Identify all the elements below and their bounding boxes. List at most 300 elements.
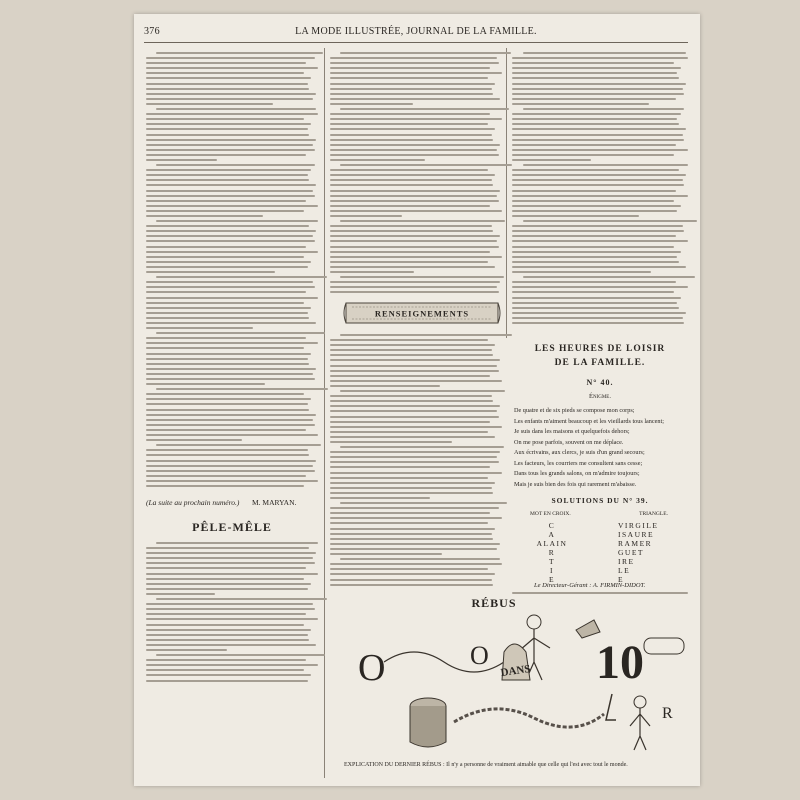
text-line xyxy=(330,492,493,494)
text-line xyxy=(146,674,311,676)
text-line xyxy=(146,195,315,197)
text-line xyxy=(146,414,316,416)
text-line xyxy=(146,378,315,380)
text-line xyxy=(146,123,311,125)
text-line xyxy=(512,83,686,85)
text-line xyxy=(340,276,503,278)
text-line xyxy=(146,149,315,151)
text-line xyxy=(146,154,306,156)
text-line xyxy=(146,271,275,273)
text-line xyxy=(330,72,502,74)
text-line xyxy=(146,434,318,436)
text-line xyxy=(523,108,685,110)
text-line xyxy=(512,230,684,232)
text-line xyxy=(330,380,502,382)
rebus-explanation: EXPLICATION DU DERNIER RÉBUS : Il n'y a personne de vraiment aimable que celle qui l'est avec tout le monde. xyxy=(344,762,628,768)
text-line xyxy=(512,235,676,237)
text-line xyxy=(146,552,316,554)
text-line xyxy=(512,139,684,141)
text-line xyxy=(146,424,315,426)
cross-word-row: C xyxy=(548,521,556,530)
text-line xyxy=(146,251,318,253)
poem-line: Les enfants m'aiment beaucoup et les vieillards tous lancent; xyxy=(514,417,664,425)
text-line xyxy=(330,251,490,253)
text-line xyxy=(156,654,325,656)
column-two-text xyxy=(330,52,502,297)
text-line xyxy=(330,395,492,397)
pele-mele-title: PÊLE-MÊLE xyxy=(192,520,272,534)
text-line xyxy=(330,98,500,100)
text-line xyxy=(146,363,309,365)
text-line xyxy=(146,465,313,467)
text-line xyxy=(330,83,495,85)
text-line xyxy=(330,246,499,248)
renseignements-text: RENSEIGNEMENTS xyxy=(374,308,470,319)
text-line xyxy=(330,128,495,130)
text-line xyxy=(512,261,679,263)
text-line xyxy=(330,410,497,412)
text-line xyxy=(330,512,490,514)
poem-line: Mais je suis bien des fois qui rarement m'abaisse. xyxy=(514,480,637,488)
text-line xyxy=(512,190,676,192)
text-line xyxy=(146,225,309,227)
text-line xyxy=(146,347,304,349)
text-line xyxy=(330,134,492,136)
text-line xyxy=(156,542,318,544)
text-line xyxy=(146,256,304,258)
text-line xyxy=(330,477,488,479)
text-line xyxy=(330,517,502,519)
rebus-number-ten: 10 xyxy=(596,636,644,689)
text-line xyxy=(512,67,681,69)
text-line xyxy=(146,322,316,324)
text-line xyxy=(156,276,326,278)
text-line xyxy=(146,460,316,462)
text-line xyxy=(512,113,681,115)
serial-signature: M. MARYAN. xyxy=(252,498,297,507)
text-line xyxy=(330,174,495,176)
text-line xyxy=(340,334,512,336)
text-line xyxy=(330,456,497,458)
text-line xyxy=(330,579,492,581)
text-line xyxy=(146,327,253,329)
text-line xyxy=(146,98,313,100)
text-line xyxy=(512,256,677,258)
text-line xyxy=(330,240,497,242)
text-line xyxy=(340,390,505,392)
text-line xyxy=(330,77,488,79)
text-line xyxy=(512,271,651,273)
text-line xyxy=(146,302,304,304)
text-line xyxy=(146,103,273,105)
text-line xyxy=(330,169,488,171)
text-line xyxy=(330,431,488,433)
text-line xyxy=(512,307,679,309)
text-line xyxy=(330,103,413,105)
text-line xyxy=(146,93,316,95)
text-line xyxy=(146,144,313,146)
text-line xyxy=(146,261,311,263)
text-line xyxy=(146,67,318,69)
text-line xyxy=(146,547,309,549)
poem-line: De quatre et de six pieds se compose mon corps; xyxy=(514,407,635,414)
text-line xyxy=(340,52,510,54)
text-line xyxy=(146,317,309,319)
text-line xyxy=(512,195,688,197)
text-line xyxy=(330,184,493,186)
rebus-word-dans: DANS xyxy=(499,663,532,680)
loisir-number: N° 40. xyxy=(586,378,614,387)
loisir-subtitle: Énigme. xyxy=(589,393,611,400)
poem-line: Aux écrivains, aux clercs, je suis d'un grand secours; xyxy=(514,449,645,456)
text-line xyxy=(512,297,681,299)
text-line xyxy=(330,154,499,156)
text-line xyxy=(330,93,493,95)
text-line xyxy=(330,584,493,586)
text-line xyxy=(512,200,674,202)
triangle-column xyxy=(618,521,688,584)
text-line xyxy=(330,568,488,570)
text-line xyxy=(146,659,306,661)
column-rule-right xyxy=(506,48,507,338)
text-line xyxy=(340,558,500,560)
text-line xyxy=(512,149,688,151)
cross-word-row: A xyxy=(548,530,556,539)
text-line xyxy=(146,557,313,559)
text-line xyxy=(512,286,688,288)
text-line xyxy=(146,439,242,441)
text-line xyxy=(156,388,328,390)
text-line xyxy=(330,215,402,217)
text-line xyxy=(146,312,308,314)
text-line xyxy=(330,67,490,69)
poem-line: Les facteurs, les courriers me consultent sans cesse; xyxy=(514,459,643,467)
renseignements-text-body xyxy=(330,334,502,589)
text-line xyxy=(330,507,499,509)
text-line xyxy=(146,639,309,641)
text-line xyxy=(512,251,681,253)
rebus-landscape xyxy=(454,709,604,727)
text-line xyxy=(512,184,684,186)
cross-word-row: ALAIN xyxy=(536,539,568,548)
text-line xyxy=(340,502,507,504)
text-line xyxy=(146,200,306,202)
text-line xyxy=(512,57,688,59)
text-line xyxy=(330,200,499,202)
text-line xyxy=(146,88,309,90)
text-line xyxy=(330,149,497,151)
loisir-title-line1: LES HEURES DE LOISIR xyxy=(534,344,666,354)
text-line xyxy=(512,62,674,64)
text-line xyxy=(330,436,495,438)
text-line xyxy=(146,562,315,564)
text-line xyxy=(146,649,227,651)
text-line xyxy=(330,563,502,565)
solutions-grid xyxy=(514,511,690,584)
loisir-title-line2: DE LA FAMILLE. xyxy=(554,358,646,368)
text-line xyxy=(512,179,683,181)
text-line xyxy=(330,266,495,268)
text-line xyxy=(146,403,308,405)
text-line xyxy=(340,108,509,110)
text-line xyxy=(512,215,639,217)
text-line xyxy=(146,205,318,207)
text-line xyxy=(512,317,683,319)
text-line xyxy=(146,337,306,339)
text-line xyxy=(146,62,306,64)
text-line xyxy=(146,169,311,171)
text-line xyxy=(523,52,687,54)
text-line xyxy=(512,103,649,105)
text-line xyxy=(146,57,315,59)
text-line xyxy=(330,286,497,288)
column-rule-left xyxy=(324,48,325,778)
text-line xyxy=(512,246,674,248)
text-line xyxy=(330,385,440,387)
text-line xyxy=(523,220,697,222)
text-line xyxy=(146,485,304,487)
text-line xyxy=(146,240,315,242)
text-line xyxy=(146,588,308,590)
rebus-illustration xyxy=(344,602,688,757)
text-line xyxy=(330,426,502,428)
text-line xyxy=(146,624,304,626)
text-line xyxy=(146,449,308,451)
text-line xyxy=(146,603,313,605)
text-line xyxy=(523,164,688,166)
text-line xyxy=(146,118,304,120)
triangle-row: RAMER xyxy=(618,539,653,548)
text-line xyxy=(146,179,309,181)
text-line xyxy=(330,354,493,356)
text-line xyxy=(330,339,488,341)
text-line xyxy=(330,359,500,361)
journal-title: LA MODE ILLUSTRÉE, JOURNAL DE LA FAMILLE. xyxy=(295,26,537,37)
text-line xyxy=(330,281,500,283)
text-line xyxy=(146,159,217,161)
text-line xyxy=(146,297,318,299)
text-line xyxy=(512,174,686,176)
text-line xyxy=(512,205,681,207)
text-line xyxy=(146,190,313,192)
text-line xyxy=(146,409,309,411)
text-line xyxy=(330,573,495,575)
text-line xyxy=(146,184,316,186)
text-line xyxy=(330,400,493,402)
text-line xyxy=(512,123,679,125)
text-line xyxy=(512,98,676,100)
text-line xyxy=(330,375,490,377)
text-line xyxy=(330,195,497,197)
text-line xyxy=(156,444,321,446)
text-line xyxy=(146,398,311,400)
text-line xyxy=(146,139,316,141)
text-line xyxy=(146,618,318,620)
text-line xyxy=(330,538,493,540)
text-line xyxy=(512,159,591,161)
triangle-row: ISAURE xyxy=(618,530,655,539)
solution-left-heading: MOT EN CROIX. xyxy=(530,511,571,517)
text-line xyxy=(146,573,318,575)
text-line xyxy=(512,77,679,79)
text-line xyxy=(330,123,488,125)
text-line xyxy=(512,169,679,171)
text-line xyxy=(330,344,495,346)
text-line xyxy=(146,373,313,375)
text-line xyxy=(330,522,488,524)
text-line xyxy=(512,266,686,268)
text-line xyxy=(512,144,676,146)
rebus-figure-right xyxy=(630,696,650,750)
text-line xyxy=(340,220,505,222)
text-line xyxy=(512,93,684,95)
text-line xyxy=(512,240,688,242)
text-line xyxy=(512,154,674,156)
poem-line: On me pose parfois, souvent on me déplace. xyxy=(514,438,624,446)
text-line xyxy=(146,680,308,682)
text-line xyxy=(146,286,315,288)
text-line xyxy=(512,281,676,283)
text-line xyxy=(512,134,683,136)
text-line xyxy=(330,88,492,90)
text-line xyxy=(512,291,674,293)
triangle-row: GUET xyxy=(618,548,644,557)
text-line xyxy=(146,383,265,385)
text-line xyxy=(330,497,430,499)
cross-word-row: I xyxy=(550,566,554,575)
text-line xyxy=(330,543,500,545)
text-line xyxy=(330,159,425,161)
triangle-row: LE xyxy=(618,566,631,575)
triangle-row: VIRGILE xyxy=(618,521,659,530)
serial-text-column xyxy=(146,52,318,490)
text-line xyxy=(330,472,502,474)
text-line xyxy=(146,583,311,585)
rebus-barrel xyxy=(410,698,446,747)
text-line xyxy=(330,230,493,232)
text-line xyxy=(523,276,695,278)
text-line xyxy=(156,164,314,166)
pele-mele-text xyxy=(146,542,318,685)
running-header xyxy=(144,26,688,43)
text-line xyxy=(330,190,500,192)
triangle-row: IRE xyxy=(618,557,635,566)
text-line xyxy=(330,349,492,351)
text-line xyxy=(330,62,499,64)
text-line xyxy=(146,266,308,268)
text-line xyxy=(146,72,304,74)
rebus-letter-r: R xyxy=(662,705,673,722)
text-line xyxy=(146,393,304,395)
text-line xyxy=(330,461,499,463)
text-line xyxy=(330,271,414,273)
text-line xyxy=(330,487,492,489)
text-line xyxy=(330,291,499,293)
poem-line: Dans tous les grands salons, on m'admire toujours; xyxy=(514,470,640,477)
text-line xyxy=(512,72,677,74)
text-line xyxy=(156,332,325,334)
text-line xyxy=(340,446,503,448)
text-line xyxy=(330,553,442,555)
text-line xyxy=(330,365,497,367)
page-number: 376 xyxy=(144,26,160,37)
text-line xyxy=(156,108,316,110)
text-line xyxy=(146,307,311,309)
text-line xyxy=(330,225,492,227)
text-line xyxy=(340,164,512,166)
text-line xyxy=(330,533,492,535)
column-three-text xyxy=(512,52,688,327)
text-line xyxy=(512,312,686,314)
text-line xyxy=(330,113,490,115)
triangle-row: E xyxy=(618,575,625,584)
text-line xyxy=(146,470,315,472)
text-line xyxy=(146,113,318,115)
renseignements-banner xyxy=(342,298,502,328)
text-line xyxy=(156,598,326,600)
rebus-shop-sign xyxy=(644,638,684,654)
text-line xyxy=(330,441,452,443)
text-line xyxy=(146,174,308,176)
text-line xyxy=(330,210,502,212)
text-line xyxy=(330,57,497,59)
rebus-nose xyxy=(606,694,616,720)
text-line xyxy=(512,128,686,130)
solutions-title: SOLUTIONS DU N° 39. xyxy=(551,496,649,505)
text-line xyxy=(146,454,309,456)
text-line xyxy=(156,220,318,222)
rebus-letter-o-left: O xyxy=(358,647,386,689)
text-line xyxy=(512,302,677,304)
cross-word-row: T xyxy=(548,557,556,566)
text-line xyxy=(146,567,306,569)
text-line xyxy=(146,593,215,595)
text-line xyxy=(146,429,306,431)
text-line xyxy=(330,205,490,207)
text-line xyxy=(512,118,677,120)
text-line xyxy=(146,664,318,666)
text-line xyxy=(146,629,311,631)
text-line xyxy=(146,83,308,85)
text-line xyxy=(156,52,323,54)
text-line xyxy=(330,416,499,418)
text-line xyxy=(146,134,309,136)
rebus-letter-o-middle: O xyxy=(470,641,489,670)
solution-right-heading: TRIANGLE. xyxy=(639,511,668,517)
text-line xyxy=(146,230,316,232)
text-line xyxy=(330,144,500,146)
text-line xyxy=(146,644,316,646)
enigme-poem xyxy=(514,406,690,490)
text-line xyxy=(330,370,499,372)
text-line xyxy=(330,528,495,530)
text-line xyxy=(146,342,318,344)
footer-imprint-line xyxy=(512,592,688,594)
text-line xyxy=(330,466,490,468)
text-line xyxy=(330,139,493,141)
text-line xyxy=(146,613,306,615)
text-line xyxy=(330,261,488,263)
director-signature: Le Directeur-Gérant : A. FIRMIN-DIDOT. xyxy=(534,582,646,589)
rebus-title: RÉBUS xyxy=(471,596,517,610)
text-line xyxy=(512,88,683,90)
text-line xyxy=(146,368,316,370)
text-line xyxy=(146,77,311,79)
text-line xyxy=(330,482,495,484)
text-line xyxy=(330,118,502,120)
text-line xyxy=(512,210,677,212)
newspaper-page xyxy=(134,14,700,786)
